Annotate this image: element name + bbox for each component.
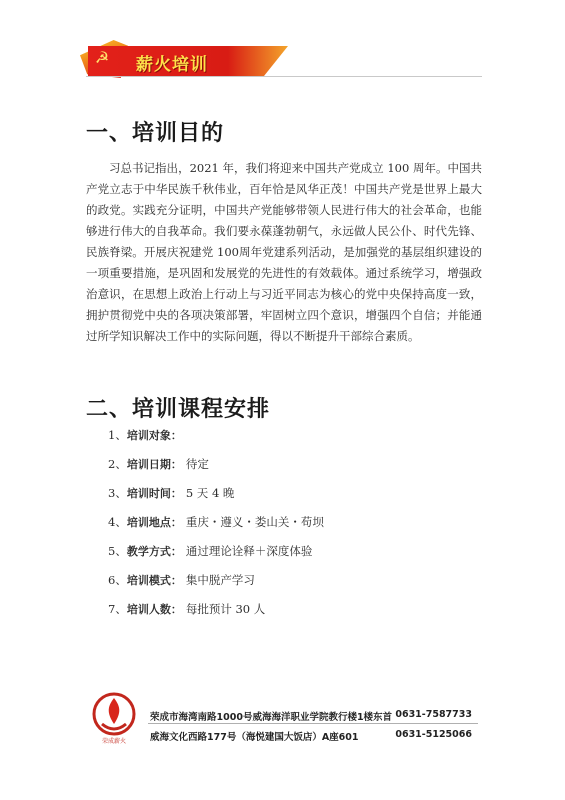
section-heading-purpose: 一、培训目的 bbox=[86, 121, 225, 146]
footer-line-2 bbox=[150, 729, 472, 743]
schedule-list bbox=[108, 426, 488, 629]
footer-logo bbox=[90, 690, 138, 748]
item-number: 6、 bbox=[108, 573, 127, 587]
item-number: 5、 bbox=[108, 544, 127, 558]
footer-phone-2: 0631-5125066 bbox=[395, 729, 472, 740]
footer-phone-1: 0631-7587733 bbox=[395, 709, 472, 720]
footer-divider bbox=[148, 723, 478, 724]
header-banner bbox=[80, 40, 480, 80]
section-heading-schedule: 二、培训课程安排 bbox=[86, 397, 271, 422]
item-value: 重庆・遵义・娄山关・苟坝 bbox=[185, 515, 324, 529]
header-divider bbox=[86, 76, 482, 77]
item-value: 通过理论诠释＋深度体验 bbox=[185, 544, 313, 558]
item-label: 培训人数： bbox=[126, 603, 182, 616]
item-number: 2、 bbox=[108, 457, 127, 471]
item-number: 4、 bbox=[108, 515, 127, 529]
item-label: 培训模式： bbox=[126, 574, 182, 587]
list-item bbox=[108, 600, 488, 629]
item-label: 培训日期： bbox=[126, 458, 182, 471]
item-number: 7、 bbox=[108, 602, 127, 616]
list-item bbox=[108, 571, 488, 600]
list-item bbox=[108, 513, 488, 542]
logo-caption: 荣成薪火 bbox=[101, 738, 126, 745]
purpose-paragraph: 习总书记指出，2021 年，我们将迎来中国共产党成立 100 周年。中国共产党立志于中华民族千秋伟业，百年恰是风华正茂！中国共产党是世界上最大的政党。实践充分证明，中国共产党能够带领人民进行伟大的社会革命，也能够进行伟大的自我革命。我们要永葆蓬勃朝气，永远做人民公仆、时代先锋、民族脊梁。开展庆祝建党 100周年党建系列活动，是加强党的基层组织建设的一项重要措施，是巩固和发展党的先进性的有效载体。通过系统学习，增强政治意识，在思想上政治上行动上与习近平同志为核心的党中央保持高度一致，拥护贯彻党中央的各项决策部署，牢固树立四个意识，增强四个自信；并能通过所学知识解决工作中的实际问题，得以不断提升干部综合素质。 bbox=[86, 161, 482, 343]
item-number: 1、 bbox=[108, 428, 127, 442]
item-value: 每批预计 30 人 bbox=[185, 602, 266, 616]
item-value: 待定 bbox=[185, 457, 209, 471]
item-value: 集中脱产学习 bbox=[185, 573, 255, 587]
item-label: 教学方式： bbox=[126, 545, 182, 558]
item-label: 培训对象： bbox=[126, 429, 182, 442]
footer-line-1 bbox=[150, 709, 472, 723]
list-item bbox=[108, 542, 488, 571]
item-label: 培训地点： bbox=[126, 516, 182, 529]
list-item bbox=[108, 484, 488, 513]
item-label: 培训时间： bbox=[126, 487, 182, 500]
item-number: 3、 bbox=[108, 486, 127, 500]
item-value: 5 天 4 晚 bbox=[185, 486, 235, 500]
list-item bbox=[108, 426, 488, 455]
hammer-sickle-icon: ☭ bbox=[94, 48, 110, 67]
flame-logo-icon bbox=[90, 690, 138, 736]
footer-address-2: 威海文化西路177号（海悦建国大饭店）A座601 bbox=[150, 732, 359, 743]
list-item bbox=[108, 455, 488, 484]
footer-address-1: 荣成市海湾南路1000号威海海洋职业学院教行楼1楼东首 bbox=[150, 712, 393, 723]
banner-title: 薪火培训 bbox=[136, 55, 208, 75]
